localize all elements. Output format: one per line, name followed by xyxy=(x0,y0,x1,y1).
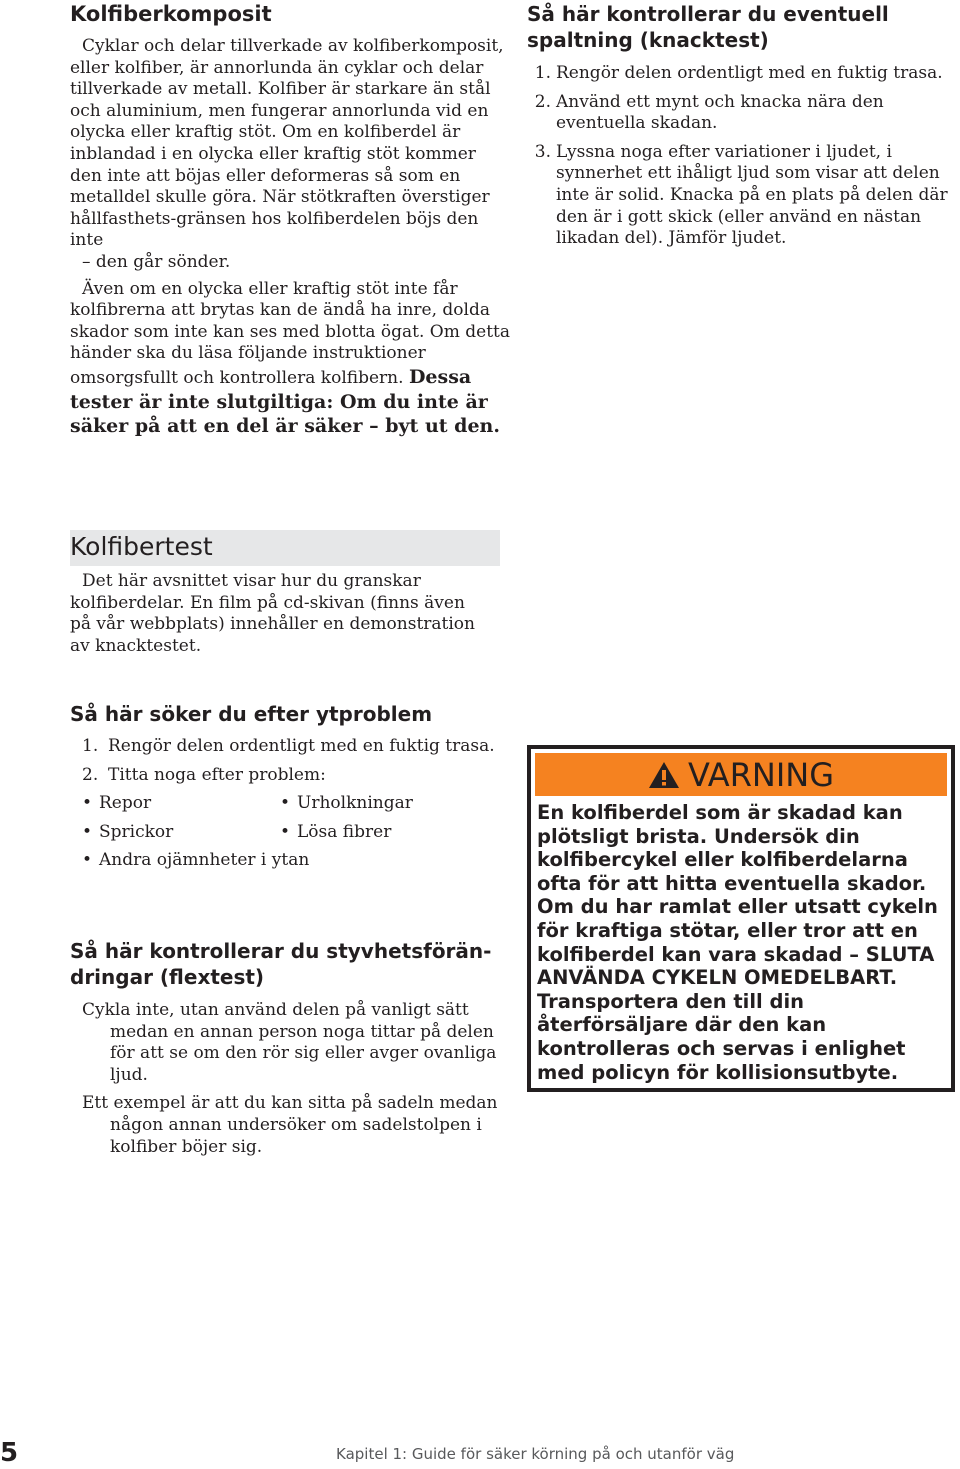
kolfibertest-paragraph: Det här avsnittet visar hur du granskar kolfiberdelar. En film på cd-skivan (finns även på vår webbplats) innehåller en demonstration av knacktestet. xyxy=(70,571,475,656)
styvhet-body xyxy=(82,1000,498,1165)
step-number: 2. xyxy=(534,91,551,112)
chapter-footer: Kapitel 1: Guide för säker körning på och utanför väg xyxy=(336,1445,735,1463)
kolfiberkomposit-paragraph-1 xyxy=(70,36,510,274)
kolfiberkomposit-paragraph-2-text: Även om en olycka eller kraftig stöt inte får kolfibrerna att brytas kan de ändå ha inre, dolda skador som inte kan ses med blotta ögat. Om detta händer ska du läsa följande instruktioner omsorgsfullt och kontrollera kolfibern. xyxy=(70,278,510,388)
kolfiberkomposit-heading: Kolfiberkomposit xyxy=(70,2,272,26)
bullet-text: Urholkningar xyxy=(297,793,413,814)
step-number: 2. xyxy=(82,764,99,785)
step-number: 3. xyxy=(534,141,551,162)
kolfiberkomposit-paragraph-1-text: Cyklar och delar tillverkade av kolfiberkomposit, eller kolfiber, är annorlunda än cyklar och delar tillverkade av metall. Kolfiber är starkare än stål och aluminium, men fungerar annorlunda vid en olycka eller kraftig stöt. Om en kolfiberdel är inblandad i en olycka eller kraftig stöt kommer den inte att böjas eller deformeras så som en metalldel skulle göra. När stötkraften överstiger hållfasthets-gränsen hos kolfiberdelen böjs den inte xyxy=(70,36,504,251)
bullet-text: Lösa fibrer xyxy=(297,821,392,842)
kolfibertest-heading: Kolfibertest xyxy=(70,532,213,561)
list-item xyxy=(82,765,502,787)
kolfiberkomposit-paragraph-1-dash: – den går sönder. xyxy=(82,251,231,272)
step-text: Rengör delen ordentligt med en fuktig trasa. xyxy=(556,63,943,83)
list-item xyxy=(82,850,480,872)
bullet-icon: • xyxy=(280,793,291,814)
list-item xyxy=(82,736,502,758)
bullet-icon: • xyxy=(82,793,93,814)
list-item xyxy=(82,793,280,815)
spaltning-heading: Så här kontrollerar du eventuell spaltning (knacktest) xyxy=(527,2,889,52)
warning-triangle-icon xyxy=(648,761,680,789)
kolfibertest-body xyxy=(70,571,490,657)
styvhet-paragraph-1: Cykla inte, utan använd delen på vanligt sätt medan en annan person noga tittar på delen för att se om den rör sig eller avger ovanliga ljud. xyxy=(82,1000,497,1085)
bullet-icon: • xyxy=(280,821,291,842)
page-number: 5 xyxy=(0,1438,19,1468)
step-text: Rengör delen ordentligt med en fuktig trasa. xyxy=(108,736,495,756)
ytproblem-heading: Så här söker du efter ytproblem xyxy=(70,702,433,726)
list-item xyxy=(527,92,952,135)
kolfiberkomposit-paragraph-2 xyxy=(70,279,510,439)
bullet-text: Repor xyxy=(99,793,152,814)
warning-box xyxy=(527,745,955,1092)
ytproblem-steps xyxy=(82,736,502,872)
list-item xyxy=(82,822,280,844)
ytproblem-bullet-grid xyxy=(82,793,502,872)
step-number: 1. xyxy=(534,63,551,83)
kolfiberkomposit-bold-warning: Dessa tester är inte slutgiltiga: Om du inte är säker på att en del är säker – byt ut den. xyxy=(70,365,500,438)
step-text: Titta noga efter problem: xyxy=(108,764,326,785)
kolfiberkomposit-body xyxy=(70,36,510,444)
styvhet-paragraph-2: Ett exempel är att du kan sitta på sadeln medan någon annan undersöker om sadelstolpen i kolfiber böjer sig. xyxy=(82,1093,498,1157)
warning-title: VARNING xyxy=(687,755,835,794)
step-text: Lyssna noga efter variationer i ljudet, i synnerhet ett ihåligt ljud som visar att delen inte är solid. Knacka på en plats på delen där den är i gott skick (eller använd en nästan likadan del). Jämför ljudet. xyxy=(556,141,948,249)
step-text: Använd ett mynt och knacka nära den eventuella skadan. xyxy=(556,91,884,134)
step-number: 1. xyxy=(82,736,99,756)
bullet-text: Andra ojämnheter i ytan xyxy=(99,850,310,871)
spaltning-steps xyxy=(527,63,952,257)
bullet-icon: • xyxy=(82,821,93,842)
list-item xyxy=(527,142,952,250)
bullet-text: Sprickor xyxy=(99,821,174,842)
list-item xyxy=(280,793,480,815)
warning-text: En kolfiberdel som är skadad kan plötsligt brista. Undersök din kolfibercykel eller kolfiberdelarna ofta för att hitta eventuella skador. Om du har ramlat eller utsatt cykeln för kraftiga stötar, eller tror att en kolfiberdel kan vara skadad – SLUTA ANVÄNDA CYKELN OMEDELBART. Transportera den till din återförsäljare där den kan kontrolleras och servas i enlighet med policyn för kollisionsutbyte. xyxy=(537,801,938,1084)
warning-header xyxy=(535,753,947,796)
bullet-icon: • xyxy=(82,850,93,871)
list-item xyxy=(527,63,952,85)
list-item xyxy=(280,822,480,844)
styvhet-heading: Så här kontrollerar du styvhetsförän-dringar (flextest) xyxy=(70,939,492,989)
